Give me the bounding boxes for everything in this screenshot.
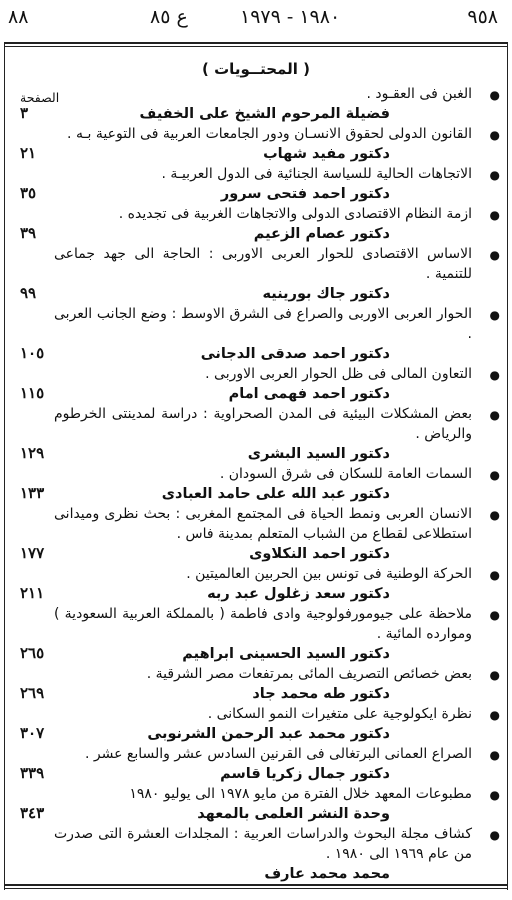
header-rule	[4, 42, 508, 44]
bullet-icon: ●	[489, 248, 500, 262]
toc-entry	[14, 164, 500, 204]
bullet-icon: ●	[489, 568, 500, 582]
toc-entry-title: الغبن فى العقـود .	[366, 86, 472, 102]
toc-entry	[14, 704, 500, 744]
toc-entry	[14, 84, 500, 124]
toc-entry-author: محمد محمد عارف	[264, 866, 390, 882]
toc-entry-title: ملاحظة على جيومورفولوجية وادى فاطمة ( بالمملكة العربية السعودية ) وموارده المائية .	[54, 606, 472, 642]
bullet-icon: ●	[489, 468, 500, 482]
toc-entry-author: فضيلة المرحوم الشيخ على الخفيف	[139, 106, 390, 122]
toc-entry	[14, 604, 500, 664]
toc-entry	[14, 564, 500, 604]
page-column-label: الصفحة	[20, 90, 60, 105]
toc-entry-page: ٩٩	[20, 284, 37, 302]
toc-entry-author: وحدة النشر العلمى بالمعهد	[197, 806, 390, 822]
toc-entry-page: ٣٤٣	[20, 804, 45, 822]
toc-entry-page: ١٠٥	[20, 344, 45, 362]
toc-entry-page: ٣	[20, 104, 29, 122]
toc-entry	[14, 784, 500, 824]
toc-entry-page: ٣٣٩	[20, 764, 45, 782]
toc-entry	[14, 824, 500, 884]
toc-entry-author: دكتور جاك بورينيه	[262, 286, 390, 302]
bullet-icon: ●	[489, 748, 500, 762]
toc-entry	[14, 364, 500, 404]
toc-entry-author: دكتور السيد البشرى	[247, 446, 390, 462]
toc-entry-title: التعاون المالى فى ظل الحوار العربى الاوربى .	[205, 366, 472, 382]
toc-entry-page: ٣٠٧	[20, 724, 45, 742]
toc-entry-author: دكتور احمد فهمى امام	[228, 386, 390, 402]
toc-entry-page: ٢١	[20, 144, 37, 162]
toc-entry-author: دكتور مفيد شهاب	[263, 146, 390, 162]
toc-entry-title: الانسان العربى ونمط الحياة فى المجتمع المغربى : بحث نظرى وميدانى استطلاعى لقطاع من الشباب المتعلم بمدينة فاس .	[54, 506, 472, 542]
toc-entry-author: دكتور احمد فتحى سرور	[220, 186, 390, 202]
toc-entry	[14, 244, 500, 304]
toc-entry-title: ازمة النظام الاقتصادى الدولى والاتجاهات الغربية فى تجديده .	[118, 206, 472, 222]
toc-entry-page: ٢٦٥	[20, 644, 45, 662]
toc-entry-title: الحوار العربى الاوربى والصراع فى الشرق الاوسط : وضع الجانب العربى .	[54, 306, 472, 342]
toc-entry-title: الاساس الاقتصادى للحوار العربى الاوربى : الحاجة الى جهد جماعى للتنمية .	[54, 246, 472, 282]
bullet-icon: ●	[489, 708, 500, 722]
toc-entry-title: مطبوعات المعهد خلال الفترة من مايو ١٩٧٨ الى يوليو ١٩٨٠	[129, 786, 472, 802]
toc-entry	[14, 744, 500, 784]
toc-entry-author: دكتور عصام الزعيم	[253, 226, 390, 242]
toc-entry-title: نظرة ايكولوجية على متغيرات النمو السكانى .	[207, 706, 472, 722]
toc-entry-title: بعض المشكلات البيئية فى المدن الصحراوية : دراسة لمدينتى الخرطوم والرياض .	[54, 406, 472, 442]
toc-entry	[14, 204, 500, 244]
bullet-icon: ●	[489, 128, 500, 142]
page-title: ( المحتــويات )	[202, 60, 310, 78]
bullet-icon: ●	[489, 508, 500, 522]
toc-entry	[14, 404, 500, 464]
toc-entry-page: ٢٦٩	[20, 684, 45, 702]
header-page-number-left: ٨٨	[8, 6, 29, 28]
toc-entry-author: دكتور سعد زغلول عبد ربه	[207, 586, 390, 602]
toc-entry	[14, 504, 500, 564]
toc-entry-page: ١٣٣	[20, 484, 45, 502]
toc-entry-page: ٢١١	[20, 584, 45, 602]
toc-entry-author: دكتور جمال زكريا قاسم	[220, 766, 390, 782]
bullet-icon: ●	[489, 788, 500, 802]
toc-entry	[14, 304, 500, 364]
toc-entry-author: دكتور عبد الله على حامد العبادى	[161, 486, 390, 502]
bullet-icon: ●	[489, 208, 500, 222]
toc-entry-title: بعض خصائص التصريف المائى بمرتفعات مصر الشرقية .	[146, 666, 472, 682]
bullet-icon: ●	[489, 828, 500, 842]
toc-entry-title: القانون الدولى لحقوق الانسـان ودور الجامعات العربية فى التوعية بـه .	[67, 126, 472, 142]
toc-entry	[14, 464, 500, 504]
toc-entry-title: كشاف مجلة البحوث والدراسات العربية : المجلدات العشرة التى صدرت من عام ١٩٦٩ الى ١٩٨٠ .	[54, 826, 472, 862]
bullet-icon: ●	[489, 368, 500, 382]
header-volume: ع ٨٥	[150, 6, 188, 28]
toc-entry-title: الاتجاهات الحالية للسياسة الجنائية فى الدول العربيـة .	[161, 166, 472, 182]
header-rule-thin	[4, 46, 508, 47]
bullet-icon: ●	[489, 408, 500, 422]
toc-entry-page: ٣٩	[20, 224, 37, 242]
toc-entry-author: دكتور احمد صدقى الدجانى	[200, 346, 390, 362]
toc-entry-title: الحركة الوطنية فى تونس بين الحربين العالميتين .	[186, 566, 472, 582]
toc-entry-page: ٣٥	[20, 184, 37, 202]
bullet-icon: ●	[489, 308, 500, 322]
footer-rule-thin	[4, 888, 508, 889]
frame-left	[4, 42, 5, 890]
toc-entry-page: ١٧٧	[20, 544, 45, 562]
toc-entry	[14, 124, 500, 164]
bullet-icon: ●	[489, 168, 500, 182]
footer-rule	[4, 884, 508, 886]
toc-entry-title: الصراع العمانى البرتغالى فى القرنين السادس عشر والسابع عشر .	[84, 746, 472, 762]
toc-entry	[14, 664, 500, 704]
toc-entry-title: السمات العامة للسكان فى شرق السودان .	[219, 466, 472, 482]
toc-entry-author: دكتور محمد عبد الرحمن الشرنوبى	[147, 726, 390, 742]
toc-entry-author: دكتور احمد النكلاوى	[249, 546, 390, 562]
frame-right	[507, 42, 508, 890]
bullet-icon: ●	[489, 608, 500, 622]
bullet-icon: ●	[489, 88, 500, 102]
header-page-number-right: ٩٥٨	[467, 6, 498, 28]
toc-entry-author: دكتور طه محمد جاد	[252, 686, 390, 702]
table-of-contents	[14, 84, 500, 884]
toc-entry-page: ١٢٩	[20, 444, 45, 462]
toc-entry-page: ١١٥	[20, 384, 45, 402]
bullet-icon: ●	[489, 668, 500, 682]
toc-entry-author: دكتور السيد الحسينى ابراهيم	[182, 646, 390, 662]
header-years: ١٩٨٠ - ١٩٧٩	[240, 6, 341, 28]
page-header	[0, 0, 512, 40]
